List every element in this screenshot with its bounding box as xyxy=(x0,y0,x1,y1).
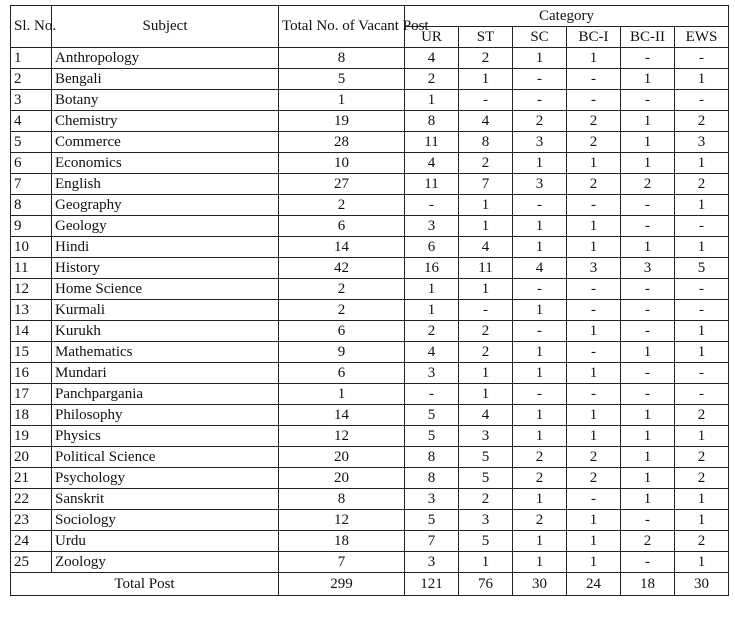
cell-bc2: - xyxy=(621,195,675,216)
cell-sc: 1 xyxy=(513,363,567,384)
cell-subject: Political Science xyxy=(52,447,279,468)
cell-sl-no: 22 xyxy=(11,489,52,510)
cell-bc1: 1 xyxy=(567,552,621,573)
cell-ur: 8 xyxy=(405,468,459,489)
cell-bc2: 1 xyxy=(621,132,675,153)
cell-subject: Geography xyxy=(52,195,279,216)
cell-ur: 11 xyxy=(405,174,459,195)
cell-bc1: 2 xyxy=(567,468,621,489)
table-row xyxy=(11,195,729,216)
cell-st: 4 xyxy=(459,111,513,132)
cell-sc: 1 xyxy=(513,426,567,447)
table-row xyxy=(11,48,729,69)
cell-ur: - xyxy=(405,384,459,405)
table-row xyxy=(11,237,729,258)
cell-ur: 5 xyxy=(405,510,459,531)
cell-subject: Sociology xyxy=(52,510,279,531)
cell-subject: Kurukh xyxy=(52,321,279,342)
cell-sc: 1 xyxy=(513,237,567,258)
cell-sl-no: 13 xyxy=(11,300,52,321)
cell-bc1: 1 xyxy=(567,426,621,447)
cell-total: 28 xyxy=(279,132,405,153)
table-row xyxy=(11,258,729,279)
table-row xyxy=(11,321,729,342)
cell-bc1: 1 xyxy=(567,153,621,174)
cell-sl-no: 14 xyxy=(11,321,52,342)
cell-ews: - xyxy=(675,216,729,237)
header-cat-st: ST xyxy=(459,27,513,48)
total-sc: 30 xyxy=(513,573,567,596)
cell-ur: 1 xyxy=(405,279,459,300)
cell-total: 42 xyxy=(279,258,405,279)
cell-st: 2 xyxy=(459,153,513,174)
cell-st: 2 xyxy=(459,48,513,69)
cell-subject: Urdu xyxy=(52,531,279,552)
cell-ews: 5 xyxy=(675,258,729,279)
cell-total: 7 xyxy=(279,552,405,573)
cell-ews: 2 xyxy=(675,174,729,195)
cell-bc2: - xyxy=(621,363,675,384)
cell-subject: Commerce xyxy=(52,132,279,153)
cell-bc2: - xyxy=(621,384,675,405)
cell-subject: Panchpargania xyxy=(52,384,279,405)
cell-ur: 8 xyxy=(405,447,459,468)
cell-ews: 1 xyxy=(675,153,729,174)
cell-ews: - xyxy=(675,300,729,321)
table-row xyxy=(11,384,729,405)
table-row xyxy=(11,426,729,447)
total-vacant: 299 xyxy=(279,573,405,596)
table-row xyxy=(11,405,729,426)
cell-sc: 1 xyxy=(513,300,567,321)
cell-sc: 2 xyxy=(513,510,567,531)
cell-bc1: - xyxy=(567,384,621,405)
cell-bc2: 1 xyxy=(621,405,675,426)
cell-sc: 2 xyxy=(513,468,567,489)
cell-sl-no: 5 xyxy=(11,132,52,153)
cell-sl-no: 25 xyxy=(11,552,52,573)
cell-subject: Anthropology xyxy=(52,48,279,69)
cell-total: 14 xyxy=(279,237,405,258)
cell-sc: 2 xyxy=(513,447,567,468)
header-cat-sc: SC xyxy=(513,27,567,48)
cell-bc1: 1 xyxy=(567,321,621,342)
cell-total: 27 xyxy=(279,174,405,195)
cell-ews: 1 xyxy=(675,195,729,216)
cell-bc2: 1 xyxy=(621,468,675,489)
cell-bc1: 2 xyxy=(567,111,621,132)
cell-sl-no: 18 xyxy=(11,405,52,426)
cell-total: 2 xyxy=(279,300,405,321)
cell-subject: Hindi xyxy=(52,237,279,258)
cell-ews: 2 xyxy=(675,111,729,132)
cell-bc1: - xyxy=(567,342,621,363)
cell-st: 4 xyxy=(459,237,513,258)
table-row xyxy=(11,300,729,321)
cell-sc: 1 xyxy=(513,216,567,237)
cell-sc: 1 xyxy=(513,342,567,363)
total-bc1: 24 xyxy=(567,573,621,596)
cell-subject: Geology xyxy=(52,216,279,237)
cell-ur: 1 xyxy=(405,90,459,111)
cell-total: 1 xyxy=(279,384,405,405)
vacancy-table xyxy=(10,5,729,596)
cell-subject: Physics xyxy=(52,426,279,447)
table-row xyxy=(11,174,729,195)
cell-st: 7 xyxy=(459,174,513,195)
cell-subject: History xyxy=(52,258,279,279)
cell-subject: English xyxy=(52,174,279,195)
table-row xyxy=(11,531,729,552)
cell-st: 5 xyxy=(459,447,513,468)
table-row xyxy=(11,510,729,531)
cell-subject: Philosophy xyxy=(52,405,279,426)
cell-sl-no: 7 xyxy=(11,174,52,195)
cell-bc2: - xyxy=(621,48,675,69)
cell-st: 2 xyxy=(459,321,513,342)
cell-bc2: 3 xyxy=(621,258,675,279)
header-sl-no: Sl. No. xyxy=(11,6,52,48)
cell-total: 2 xyxy=(279,195,405,216)
cell-sl-no: 9 xyxy=(11,216,52,237)
total-row xyxy=(11,573,729,596)
total-label: Total Post xyxy=(11,573,279,596)
table-row xyxy=(11,552,729,573)
table-row xyxy=(11,279,729,300)
header-subject: Subject xyxy=(52,6,279,48)
cell-total: 19 xyxy=(279,111,405,132)
cell-bc1: - xyxy=(567,300,621,321)
cell-subject: Zoology xyxy=(52,552,279,573)
cell-bc2: 1 xyxy=(621,489,675,510)
header-category: Category xyxy=(405,6,729,27)
cell-ews: 1 xyxy=(675,552,729,573)
cell-ews: 1 xyxy=(675,510,729,531)
cell-bc2: 1 xyxy=(621,447,675,468)
cell-subject: Psychology xyxy=(52,468,279,489)
cell-bc1: 1 xyxy=(567,405,621,426)
cell-subject: Home Science xyxy=(52,279,279,300)
cell-subject: Sanskrit xyxy=(52,489,279,510)
table-row xyxy=(11,153,729,174)
cell-sl-no: 12 xyxy=(11,279,52,300)
cell-ur: 16 xyxy=(405,258,459,279)
cell-ur: 11 xyxy=(405,132,459,153)
cell-ur: 3 xyxy=(405,363,459,384)
cell-bc1: 1 xyxy=(567,216,621,237)
cell-sc: 4 xyxy=(513,258,567,279)
cell-bc1: 1 xyxy=(567,237,621,258)
cell-ur: 4 xyxy=(405,48,459,69)
cell-ews: 1 xyxy=(675,321,729,342)
cell-st: 5 xyxy=(459,468,513,489)
cell-sc: 1 xyxy=(513,405,567,426)
cell-ur: 5 xyxy=(405,405,459,426)
cell-ur: 1 xyxy=(405,300,459,321)
cell-st: 1 xyxy=(459,552,513,573)
cell-subject: Kurmali xyxy=(52,300,279,321)
cell-ur: 4 xyxy=(405,153,459,174)
table-row xyxy=(11,489,729,510)
cell-bc1: - xyxy=(567,279,621,300)
cell-ews: - xyxy=(675,384,729,405)
cell-sl-no: 23 xyxy=(11,510,52,531)
cell-sc: 2 xyxy=(513,111,567,132)
cell-bc1: 2 xyxy=(567,132,621,153)
cell-ews: 1 xyxy=(675,237,729,258)
table-row xyxy=(11,363,729,384)
cell-total: 6 xyxy=(279,321,405,342)
cell-bc1: 1 xyxy=(567,531,621,552)
cell-bc2: 2 xyxy=(621,531,675,552)
cell-st: 1 xyxy=(459,363,513,384)
cell-st: 1 xyxy=(459,384,513,405)
cell-bc1: - xyxy=(567,69,621,90)
cell-total: 20 xyxy=(279,468,405,489)
cell-st: - xyxy=(459,90,513,111)
cell-st: 2 xyxy=(459,342,513,363)
cell-sc: 1 xyxy=(513,153,567,174)
cell-bc2: - xyxy=(621,279,675,300)
cell-sc: - xyxy=(513,69,567,90)
cell-ews: - xyxy=(675,48,729,69)
cell-sc: - xyxy=(513,90,567,111)
header-cat-bc1: BC-I xyxy=(567,27,621,48)
cell-ur: 7 xyxy=(405,531,459,552)
cell-sl-no: 16 xyxy=(11,363,52,384)
cell-sl-no: 6 xyxy=(11,153,52,174)
header-total-vacant: Total No. of Vacant Post xyxy=(279,6,405,48)
cell-total: 14 xyxy=(279,405,405,426)
cell-ews: 2 xyxy=(675,405,729,426)
cell-total: 20 xyxy=(279,447,405,468)
cell-sc: - xyxy=(513,279,567,300)
cell-total: 5 xyxy=(279,69,405,90)
cell-total: 12 xyxy=(279,426,405,447)
cell-sc: 1 xyxy=(513,48,567,69)
cell-sl-no: 4 xyxy=(11,111,52,132)
cell-sl-no: 10 xyxy=(11,237,52,258)
cell-subject: Economics xyxy=(52,153,279,174)
cell-st: 11 xyxy=(459,258,513,279)
cell-ews: 2 xyxy=(675,447,729,468)
cell-total: 2 xyxy=(279,279,405,300)
cell-sc: - xyxy=(513,384,567,405)
cell-bc2: 1 xyxy=(621,153,675,174)
table-body xyxy=(11,48,729,573)
table-row xyxy=(11,111,729,132)
table-row xyxy=(11,468,729,489)
cell-subject: Chemistry xyxy=(52,111,279,132)
cell-st: 1 xyxy=(459,195,513,216)
cell-bc1: 1 xyxy=(567,363,621,384)
cell-ur: 8 xyxy=(405,111,459,132)
cell-bc2: 2 xyxy=(621,174,675,195)
cell-sl-no: 17 xyxy=(11,384,52,405)
cell-st: - xyxy=(459,300,513,321)
cell-bc1: 1 xyxy=(567,48,621,69)
cell-sc: 3 xyxy=(513,174,567,195)
cell-st: 1 xyxy=(459,216,513,237)
cell-st: 1 xyxy=(459,69,513,90)
cell-st: 3 xyxy=(459,426,513,447)
cell-st: 1 xyxy=(459,279,513,300)
cell-sl-no: 21 xyxy=(11,468,52,489)
cell-st: 3 xyxy=(459,510,513,531)
total-bc2: 18 xyxy=(621,573,675,596)
cell-sc: 1 xyxy=(513,531,567,552)
cell-subject: Mathematics xyxy=(52,342,279,363)
cell-ews: 1 xyxy=(675,342,729,363)
cell-st: 8 xyxy=(459,132,513,153)
cell-sl-no: 19 xyxy=(11,426,52,447)
cell-bc1: - xyxy=(567,489,621,510)
cell-st: 5 xyxy=(459,531,513,552)
cell-sl-no: 2 xyxy=(11,69,52,90)
cell-ur: 3 xyxy=(405,552,459,573)
cell-ews: - xyxy=(675,363,729,384)
cell-sl-no: 8 xyxy=(11,195,52,216)
cell-bc2: 1 xyxy=(621,342,675,363)
cell-bc1: - xyxy=(567,195,621,216)
total-ews: 30 xyxy=(675,573,729,596)
cell-total: 12 xyxy=(279,510,405,531)
cell-bc1: - xyxy=(567,90,621,111)
cell-subject: Bengali xyxy=(52,69,279,90)
cell-total: 9 xyxy=(279,342,405,363)
header-cat-ur: UR xyxy=(405,27,459,48)
cell-total: 8 xyxy=(279,48,405,69)
cell-sl-no: 11 xyxy=(11,258,52,279)
cell-bc1: 1 xyxy=(567,510,621,531)
cell-bc2: - xyxy=(621,321,675,342)
table-row xyxy=(11,69,729,90)
cell-sc: 1 xyxy=(513,489,567,510)
cell-subject: Mundari xyxy=(52,363,279,384)
table-row xyxy=(11,447,729,468)
cell-ur: 6 xyxy=(405,237,459,258)
cell-sc: - xyxy=(513,195,567,216)
cell-ews: - xyxy=(675,90,729,111)
cell-total: 18 xyxy=(279,531,405,552)
header-cat-bc2: BC-II xyxy=(621,27,675,48)
cell-bc2: 1 xyxy=(621,426,675,447)
cell-total: 10 xyxy=(279,153,405,174)
cell-sl-no: 24 xyxy=(11,531,52,552)
table-row xyxy=(11,342,729,363)
cell-ur: 5 xyxy=(405,426,459,447)
cell-bc2: - xyxy=(621,300,675,321)
cell-bc2: 1 xyxy=(621,237,675,258)
cell-sc: - xyxy=(513,321,567,342)
cell-ur: 3 xyxy=(405,489,459,510)
cell-ews: - xyxy=(675,279,729,300)
cell-ur: 2 xyxy=(405,69,459,90)
cell-total: 1 xyxy=(279,90,405,111)
table-row xyxy=(11,216,729,237)
cell-ur: 4 xyxy=(405,342,459,363)
cell-bc2: 1 xyxy=(621,69,675,90)
cell-sl-no: 20 xyxy=(11,447,52,468)
cell-ur: 2 xyxy=(405,321,459,342)
cell-bc2: 1 xyxy=(621,111,675,132)
cell-subject: Botany xyxy=(52,90,279,111)
cell-st: 2 xyxy=(459,489,513,510)
header-cat-ews: EWS xyxy=(675,27,729,48)
cell-ews: 1 xyxy=(675,489,729,510)
cell-ur: - xyxy=(405,195,459,216)
table-row xyxy=(11,132,729,153)
total-ur: 121 xyxy=(405,573,459,596)
cell-bc2: - xyxy=(621,90,675,111)
total-st: 76 xyxy=(459,573,513,596)
cell-ews: 3 xyxy=(675,132,729,153)
cell-ews: 2 xyxy=(675,468,729,489)
cell-bc1: 2 xyxy=(567,174,621,195)
cell-ews: 1 xyxy=(675,426,729,447)
cell-ews: 2 xyxy=(675,531,729,552)
cell-bc2: - xyxy=(621,216,675,237)
cell-sl-no: 15 xyxy=(11,342,52,363)
cell-total: 6 xyxy=(279,216,405,237)
cell-st: 4 xyxy=(459,405,513,426)
cell-bc1: 3 xyxy=(567,258,621,279)
table-row xyxy=(11,90,729,111)
table-header xyxy=(11,6,729,48)
cell-sc: 1 xyxy=(513,552,567,573)
cell-total: 8 xyxy=(279,489,405,510)
cell-bc2: - xyxy=(621,510,675,531)
cell-ews: 1 xyxy=(675,69,729,90)
cell-bc2: - xyxy=(621,552,675,573)
cell-sl-no: 3 xyxy=(11,90,52,111)
cell-bc1: 2 xyxy=(567,447,621,468)
cell-sl-no: 1 xyxy=(11,48,52,69)
cell-total: 6 xyxy=(279,363,405,384)
cell-ur: 3 xyxy=(405,216,459,237)
cell-sc: 3 xyxy=(513,132,567,153)
